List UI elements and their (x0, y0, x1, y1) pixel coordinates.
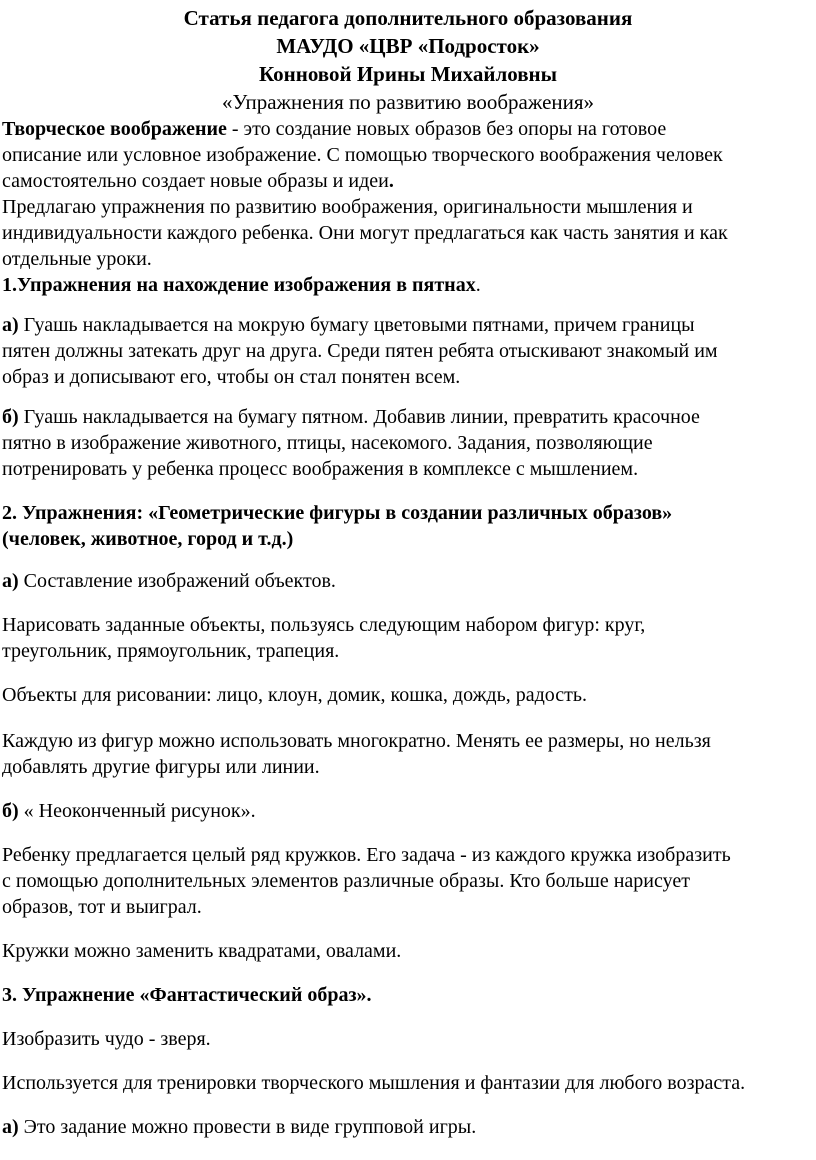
section-1-heading-period: . (475, 274, 481, 296)
section-2-paragraph-4-line-1: Ребенку предлагается целый ряд кружков. Его задача - из каждого кружка изобразить (2, 844, 731, 866)
section-3-paragraph-2: Используется для тренировки творческого мышления и фантазии для любого возраста. (2, 1072, 746, 1094)
article-title-line-1: Статья педагога дополнительного образования (183, 6, 633, 30)
item-label-a: а) (2, 1116, 19, 1138)
section-1-b-text: Гуашь накладывается на бумагу пятном. Добавив линии, превратить красочное (18, 406, 700, 428)
intro-definition-period: . (388, 170, 394, 192)
section-1-heading-text: 1.Упражнения на нахождение изображения в пятнах (2, 274, 476, 296)
item-label-b: б) (2, 800, 19, 822)
intro-offer-line-2: индивидуальности каждого ребенка. Они могут предлагаться как часть занятия и как (2, 222, 728, 244)
item-label-a: а) (2, 314, 19, 336)
section-2-paragraph-3-line-1: Каждую из фигур можно использовать многократно. Менять ее размеры, но нельзя (2, 730, 711, 752)
article-subtitle: «Упражнения по развитию воображения» (221, 90, 595, 114)
section-1-heading (2, 272, 814, 298)
section-2-paragraph-4-line-2: с помощью дополнительных элементов различные образы. Кто больше нарисует (2, 870, 690, 892)
section-2-paragraph-5: Кружки можно заменить квадратами, овалами. (2, 940, 402, 962)
section-2-paragraph-3-line-2: добавлять другие фигуры или линии. (2, 756, 320, 778)
section-3-a-text: Это задание можно провести в виде групповой игры. (18, 1116, 477, 1138)
section-3-a (2, 1114, 814, 1140)
section-2-heading-line-2: (человек, животное, город и т.д.) (2, 528, 294, 550)
section-1-a-text: Гуашь накладывается на мокрую бумагу цветовыми пятнами, причем границы (18, 314, 695, 336)
section-1-a-line-2: пятен должны затекать друг на друга. Среди пятен ребята отыскивают знакомый им (2, 340, 718, 362)
section-1-b-line-3: потренировать у ребенка процесс воображения в комплексе с мышлением. (2, 458, 639, 480)
section-3-paragraph-1: Изобразить чудо - зверя. (2, 1028, 211, 1050)
section-3-heading: 3. Упражнение «Фантастический образ». (2, 984, 372, 1006)
author-name: Конновой Ирины Михайловны (258, 62, 558, 86)
intro-definition-line-3 (2, 168, 814, 194)
section-2-paragraph-4-line-3: образов, тот и выиграл. (2, 896, 202, 918)
intro-definition-text: - это создание новых образов без опоры на готовое (226, 118, 667, 140)
section-2-paragraph-1-line-1: Нарисовать заданные объекты, пользуясь следующим набором фигур: круг, (2, 614, 646, 636)
section-2-paragraph-1-line-2: треугольник, прямоугольник, трапеция. (2, 640, 340, 662)
section-1-a-line-1 (2, 312, 814, 338)
item-label-b: б) (2, 406, 19, 428)
item-label-a: а) (2, 570, 19, 592)
intro-definition-line-2: описание или условное изображение. С помощью творческого воображения человек (2, 144, 723, 166)
section-2-heading-line-1: 2. Упражнения: «Геометрические фигуры в создании различных образов» (2, 502, 673, 524)
section-1-b-line-2: пятно в изображение животного, птицы, насекомого. Задания, позволяющие (2, 432, 653, 454)
intro-definition-line-3-text: самостоятельно создает новые образы и идеи (2, 170, 389, 192)
section-1-a-line-3: образ и дописывают его, чтобы он стал понятен всем. (2, 366, 461, 388)
section-2-a-text: Составление изображений объектов. (18, 570, 336, 592)
intro-offer-line-1: Предлагаю упражнения по развитию воображения, оригинальности мышления и (2, 196, 693, 218)
section-2-b (2, 798, 814, 824)
article-title-line-2: МАУДО «ЦВР «Подросток» (276, 34, 540, 58)
section-2-b-text: « Неоконченный рисунок». (18, 800, 256, 822)
intro-offer-line-3: отдельные уроки. (2, 248, 152, 270)
section-2-paragraph-2: Объекты для рисовании: лицо, клоун, домик, кошка, дождь, радость. (2, 684, 587, 706)
intro-definition-line-1 (2, 116, 814, 142)
intro-term: Творческое воображение (2, 118, 227, 140)
section-1-b-line-1 (2, 404, 814, 430)
section-2-a (2, 568, 814, 594)
